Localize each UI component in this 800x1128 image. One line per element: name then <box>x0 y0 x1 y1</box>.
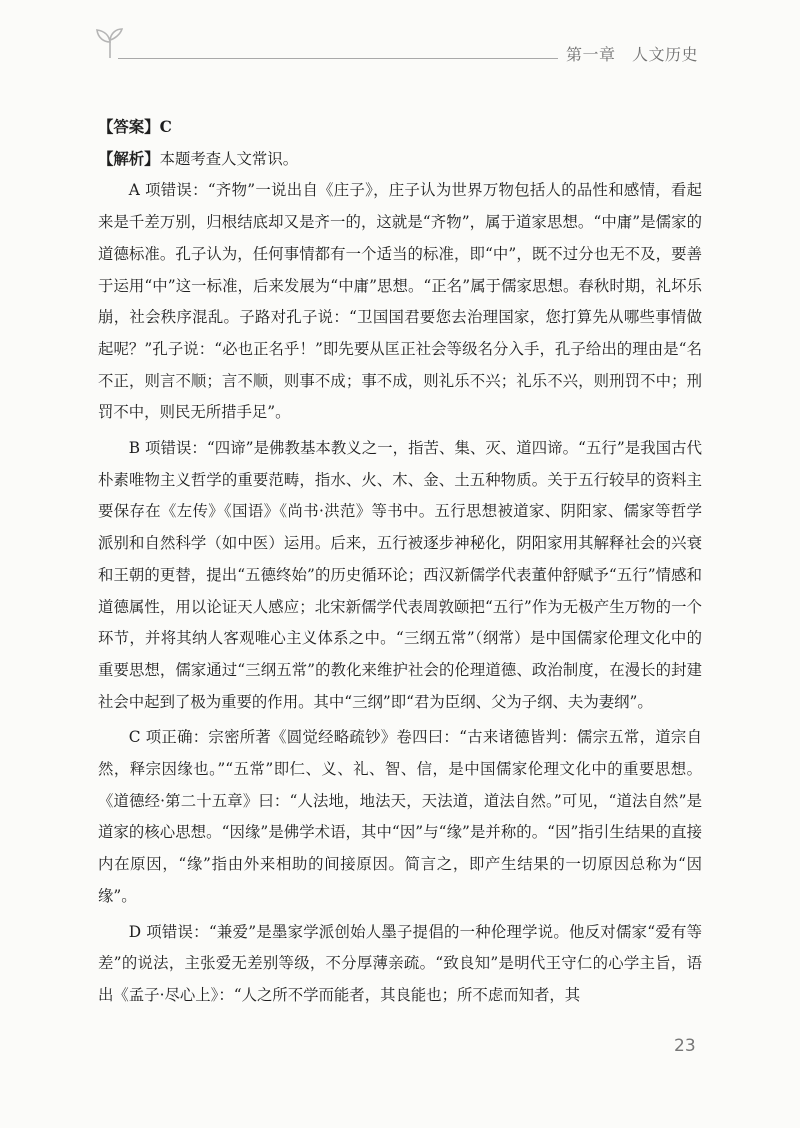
paragraph-option-c: C 项正确：宗密所著《圆觉经略疏钞》卷四曰：“古来诸德皆判：儒宗五常，道宗自然，释宗因缘也。”“五常”即仁、义、礼、智、信，是中国儒家伦理文化中的重要思想。《道德经·第二十五章》曰：“人法地，地法天，天法道，道法自然。”可见，“道法自然”是道家的核心思想。“因缘”是佛学术语，其中“因”与“缘”是并称的。“因”指引生结果的直接内在原因，“缘”指由外来相助的间接原因。简言之，即产生结果的一切原因总称为“因缘”。 <box>98 728 702 905</box>
analysis-line <box>98 144 702 176</box>
paragraph-option-a: A 项错误：“齐物”一说出自《庄子》，庄子认为世界万物包括人的品性和感情，看起来是千差万别，归根结底却又是齐一的，这就是“齐物”，属于道家思想。“中庸”是儒家的道德标准。孔子认为，任何事情都有一个适当的标准，即“中”，既不过分也无不及，要善于运用“中”这一标准，后来发展为“中庸”思想。“正名”属于儒家思想。春秋时期，礼坏乐崩，社会秩序混乱。子路对孔子说：“卫国国君要您去治理国家，您打算先从哪些事情做起呢？”孔子说：“必也正名乎！”即先要从匡正社会等级名分入手，孔子给出的理由是“名不正，则言不顺；言不顺，则事不成；事不成，则礼乐不兴；礼乐不兴，则刑罚不中；刑罚不中，则民无所措手足”。 <box>98 181 702 422</box>
answer-line <box>98 112 702 144</box>
chapter-title: 第一章 人文历史 <box>566 45 699 64</box>
page-content <box>98 112 702 1012</box>
answer-value: C <box>159 118 172 136</box>
answer-label: 【答案】 <box>98 118 160 136</box>
paragraph-option-d: D 项错误：“兼爱”是墨家学派创始人墨子提倡的一种伦理学说。他反对儒家“爱有等差”的说法，主张爱无差别等级，不分厚薄亲疏。“致良知”是明代王守仁的心学主旨，语出《孟子·尽心上》：“人之所不学而能者，其良能也；所不虑而知者，其 <box>98 922 702 1004</box>
page-number: 23 <box>674 1036 696 1056</box>
analysis-label: 【解析】 <box>98 149 160 168</box>
header-rule <box>118 58 558 59</box>
paragraph-option-b: B 项错误：“四谛”是佛教基本教义之一，指苦、集、灭、道四谛。“五行”是我国古代朴素唯物主义哲学的重要范畴，指水、火、木、金、土五种物质。关于五行较早的资料主要保存在《左传》《国语》《尚书·洪范》等书中。五行思想被道家、阴阳家、儒家等哲学派别和自然科学（如中医）运用。后来，五行被逐步神秘化，阴阳家用其解释社会的兴衰和王朝的更替，提出“五德终始”的历史循环论；西汉新儒学代表董仲舒赋予“五行”情感和道德属性，用以论证天人感应；北宋新儒学代表周敦颐把“五行”作为无极产生万物的一个环节，并将其纳人客观唯心主义体系之中。“三纲五常”（纲常）是中国儒家伦理文化中的重要思想，儒家通过“三纲五常”的教化来维护社会的伦理道德、政治制度，在漫长的封建社会中起到了极为重要的作用。其中“三纲”即“君为臣纲、父为子纲、夫为妻纲”。 <box>98 439 702 711</box>
analysis-intro: 本题考查人文常识。 <box>159 149 299 168</box>
sprout-icon <box>92 24 128 60</box>
page-header <box>0 0 800 80</box>
